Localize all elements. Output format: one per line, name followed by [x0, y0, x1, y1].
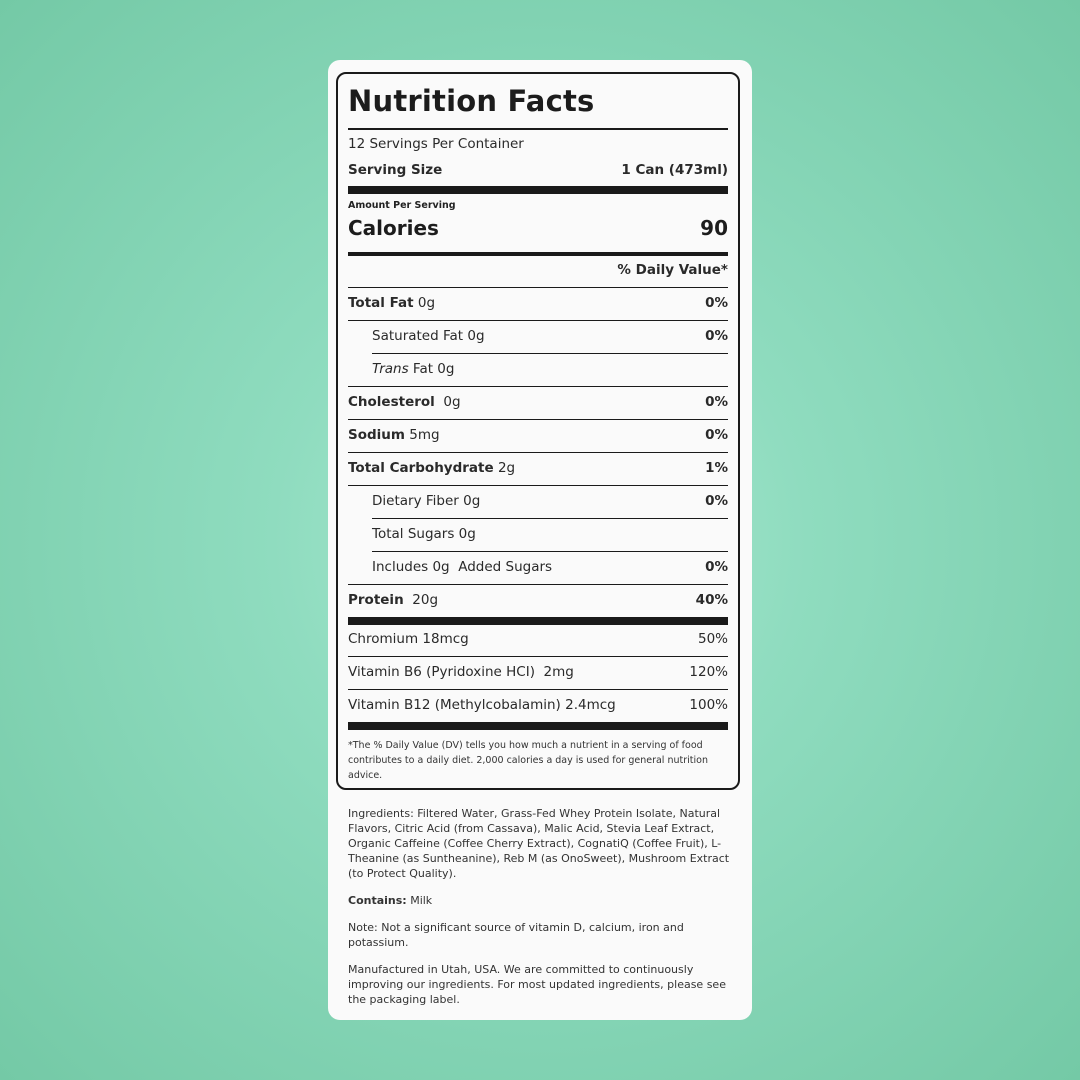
- divider: [348, 656, 728, 657]
- panel-title: Nutrition Facts: [348, 84, 595, 118]
- divider: [348, 419, 728, 420]
- calories-value: 90: [700, 216, 728, 240]
- nutrient-row-added-sugars: Includes 0g Added Sugars 0%: [372, 559, 728, 575]
- nutrient-row-saturated-fat: Saturated Fat 0g 0%: [372, 328, 728, 344]
- divider: [372, 518, 728, 519]
- thick-divider: [348, 186, 728, 194]
- divider: [348, 320, 728, 321]
- servings-text: 12 Servings Per Container: [348, 136, 524, 152]
- divider: [348, 689, 728, 690]
- ingredients-text: Ingredients: Filtered Water, Grass-Fed Whey Protein Isolate, Natural Flavors, Citric Acid (from Cassava), Malic Acid, Stevia Leaf Extract, Organic Caffeine (Coffee Cherry Extract), CognatiQ (Coffee Fruit), L-Theanine (as Suntheanine), Reb M (as OnoSweet), Mushroom Extract (to Protect Quality).: [348, 807, 730, 880]
- divider: [348, 287, 728, 288]
- divider: [348, 485, 728, 486]
- medium-divider: [348, 252, 728, 256]
- divider: [348, 128, 728, 130]
- thick-divider: [348, 722, 728, 730]
- nutrient-row-protein: Protein 20g 40%: [348, 592, 728, 608]
- nutrient-row-dietary-fiber: Dietary Fiber 0g 0%: [372, 493, 728, 509]
- servings-per-container: [348, 134, 728, 154]
- divider: [348, 584, 728, 585]
- nutrient-row-total-carbohydrate: Total Carbohydrate 2g 1%: [348, 460, 728, 476]
- divider: [348, 452, 728, 453]
- nutrient-row-trans-fat: Trans Fat 0g: [372, 361, 455, 377]
- vitamin-row-b6: Vitamin B6 (Pyridoxine HCI) 2mg 120%: [348, 664, 728, 680]
- nutrient-row-sodium: Sodium 5mg 0%: [348, 427, 728, 443]
- nutrient-row-total-sugars: Total Sugars 0g: [372, 526, 476, 542]
- note-text: Note: Not a significant source of vitamin D, calcium, iron and potassium.: [348, 921, 684, 949]
- manufactured-text: Manufactured in Utah, USA. We are committed to continuously improving our ingredients. For most updated ingredients, please see the packaging label.: [348, 963, 726, 1006]
- nutrient-row-cholesterol: Cholesterol 0g 0%: [348, 394, 728, 410]
- daily-value-header-text: % Daily Value*: [617, 262, 728, 278]
- nutrition-facts-panel: [336, 72, 740, 790]
- divider: [372, 551, 728, 552]
- divider: [372, 353, 728, 354]
- contains-text: Contains: Milk: [348, 894, 433, 907]
- divider: [348, 386, 728, 387]
- nutrient-row-total-fat: Total Fat 0g 0%: [348, 295, 728, 311]
- amount-per-serving: Amount Per Serving: [348, 200, 456, 211]
- serving-size-label: Serving Size: [348, 162, 443, 178]
- daily-value-header: [348, 260, 728, 280]
- serving-size-value: 1 Can (473ml): [621, 162, 728, 178]
- daily-value-footnote: *The % Daily Value (DV) tells you how much a nutrient in a serving of food contributes to a daily diet. 2,000 calories a day is used for general nutrition advice.: [348, 740, 708, 781]
- calories-label: Calories: [348, 216, 439, 240]
- vitamin-row-b12: Vitamin B12 (Methylcobalamin) 2.4mcg 100%: [348, 697, 728, 713]
- nutrition-label-card: [328, 60, 752, 1020]
- calories-row: [348, 216, 728, 240]
- thick-divider: [348, 617, 728, 625]
- serving-size-row: [348, 160, 728, 180]
- vitamin-row-chromium: Chromium 18mcg 50%: [348, 631, 728, 647]
